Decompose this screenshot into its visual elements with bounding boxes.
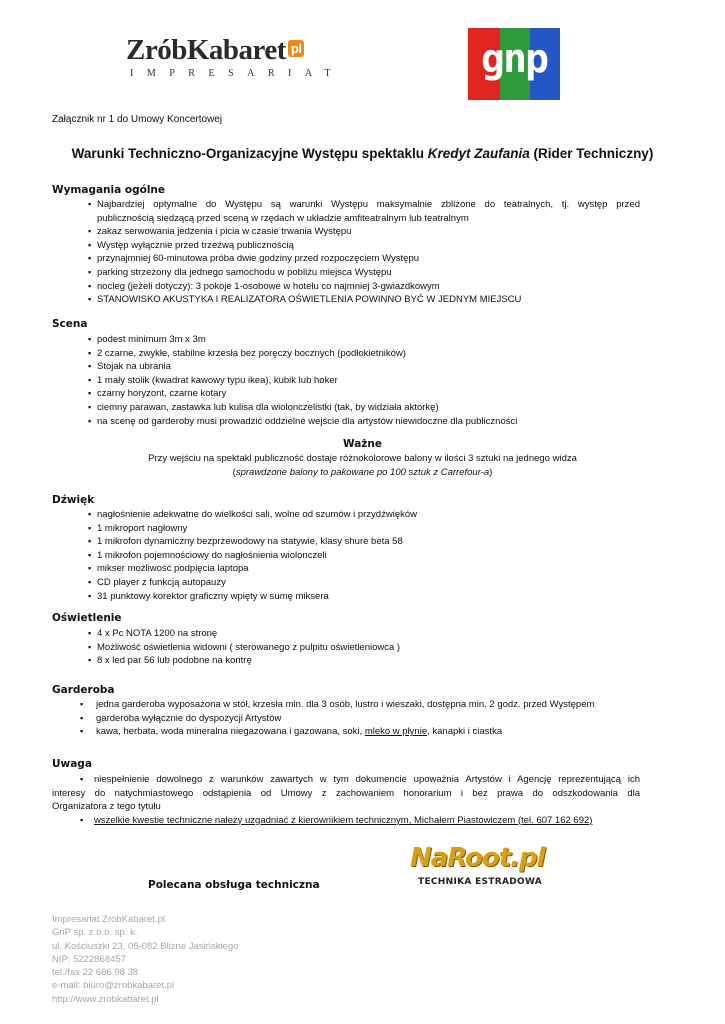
title-prefix: Warunki Techniczno-Organizacyjne Występu spektaklu: [71, 146, 428, 161]
logo-pl-badge: pl: [288, 40, 305, 57]
list-oswietlenie: [88, 627, 648, 668]
list-item: ▪ jedna garderoba wyposażona w stół, krzesła min. dla 3 osób, lustro i wieszaki, dostępna min. 2 godz. przed Występem: [80, 698, 650, 712]
list-item: ▪ kawa, herbata, woda mineralna niegazowana i gazowana, soki, mleko w płynie, kanapki i ciastka: [80, 725, 650, 739]
gnp-logo-text: gnp: [480, 36, 548, 82]
heading-garderoba: Garderoba: [52, 684, 115, 696]
footer-line: GnP sp. z o.o. sp. k.: [52, 927, 138, 939]
list-wymagania: [88, 198, 640, 307]
list-item: ▪ garderoba wyłącznie do dyspozycji Artystów: [80, 712, 650, 726]
footer-contact: [52, 913, 238, 1006]
heading-wymagania: Wymagania ogólne: [52, 184, 166, 196]
list-item: ▪ na scenę od garderoby musi prowadzić oddzielne wejście dla artystów niewidoczne dla publiczności: [88, 415, 648, 429]
naroot-logo-mark: NaRoot.pl: [410, 843, 545, 873]
list-dzwiek: [88, 508, 648, 603]
footer-line: e-mail: biuro@zrobkabaret.pl: [52, 980, 175, 992]
list-item: ▪ nocleg (jeżeli dotyczy): 3 pokoje 1-osobowe w hotelu co najmniej 3-gwiazdkowym: [88, 280, 640, 294]
list-item: ▪ 1 mały stolik (kwadrat kawowy typu ikea), kubik lub hoker: [88, 374, 648, 388]
footer-line: NIP: 5222868457: [52, 953, 126, 965]
list-item: ▪ nagłośnienie adekwatne do wielkości sali, wolne od szumów i przydźwięków: [88, 508, 648, 522]
zrobkabaret-logo: [126, 34, 345, 84]
footer-line: http://www.zrobkabaret.pl: [52, 993, 159, 1005]
title-suffix: (Rider Techniczny): [529, 146, 654, 161]
list-item: ▪ Stojak na ubrania: [88, 360, 648, 374]
list-item: ▪ przynajmniej 60-minutowa próba dwie godziny przed rozpoczęciem Występu: [88, 252, 640, 266]
list-item: ▪ zakaz serwowania jedzenia i picia w czasie trwania Występu: [88, 225, 640, 239]
list-item: ▪ CD player z funkcją autopauzy: [88, 576, 648, 590]
annex-label: Załącznik nr 1 do Umowy Koncertowej: [52, 114, 223, 125]
uwaga-block: [52, 773, 640, 827]
naroot-logo: [406, 843, 546, 889]
naroot-logo-subtitle: TECHNIKA ESTRADOWA: [418, 877, 543, 887]
footer-line: tel./fax 22 666 98 38: [52, 967, 139, 979]
list-item: ▪ mikser możliwość podpięcia laptopa: [88, 562, 648, 576]
list-item: ▪ 1 mikrofon pojemnościowy do nagłośnienia wiolonczeli: [88, 549, 648, 563]
heading-wazne: Ważne: [342, 438, 382, 450]
uwaga-line-4: ▪ wszelkie kwestie techniczne należy uzgadniać z kierownikiem technicznym, Michałem Piastowiczem (tel. 607 162 692): [80, 814, 593, 826]
bullet-icon: ▪: [80, 774, 84, 784]
logo-subtitle: IMPRESARIAT: [130, 68, 345, 79]
list-item: ▪ 31 punktowy korektor graficzny wpięty w sumę miksera: [88, 590, 648, 604]
list-item: ▪ Możliwość oświetlenia widowni ( sterowanego z pulpitu oświetleniowca ): [88, 641, 648, 655]
list-item: ▪ STANOWISKO AKUSTYKA I REALIZATORA OŚWIETLENIA POWINNO BYĆ W JEDNYM MIEJSCU: [88, 293, 640, 307]
footer-line: Impresariat ZróbKabaret.pl: [52, 914, 165, 925]
gnp-logo: [468, 28, 560, 100]
wazne-line-1: Przy wejściu na spektakl publiczność dostaje różnokolorowe balony w ilości 3 sztuki na jednego widza: [148, 453, 577, 464]
list-item: ▪ czarny horyzont, czarne kotary: [88, 387, 648, 401]
list-item: ▪ ciemny parawan, zastawka lub kulisa dla wiolonczelistki (tak, by widziała aktorkę): [88, 401, 648, 415]
heading-uwaga: Uwaga: [52, 758, 92, 770]
bullet-icon: ▪: [80, 814, 84, 825]
list-item: ▪ parking strzeżony dla jednego samochodu w pobliżu miejsca Występu: [88, 266, 640, 280]
list-item: ▪ 4 x Pc NOTA 1200 na stronę: [88, 627, 648, 641]
title-spectacle: Kredyt Zaufania: [427, 146, 530, 161]
heading-scena: Scena: [52, 318, 88, 330]
list-item: ▪ 8 x led par 56 lub podobne na kontrę: [88, 654, 648, 668]
heading-oswietlenie: Oświetlenie: [52, 612, 122, 624]
wazne-line-2: (sprawdzone balony to pakowane po 100 sztuk z Carrefour-a): [232, 466, 493, 478]
footer-line: ul. Kościuszki 23, 05-082 Blizne Jasińskiego: [52, 940, 239, 952]
list-item: ▪ 1 mikroport nagłowny: [88, 522, 648, 536]
page-title: [0, 146, 725, 161]
uwaga-line-3: Organizatora z tego tytułu: [52, 801, 161, 813]
heading-dzwiek: Dźwięk: [52, 494, 95, 506]
wazne-note: [0, 452, 725, 479]
list-item-continuation: publicznością siedzącą przed sceną w rzędach w układzie amfiteatralnym lub teatralnym: [97, 212, 469, 224]
underlined-milk: mleko w płynie: [364, 726, 428, 738]
list-garderoba: [80, 698, 650, 739]
list-item: ▪ Najbardziej optymalne do Występu są warunki Występu maksymalnie zbliżone do teatralnych, tj. występ przed: [88, 198, 640, 212]
list-item: ▪ 2 czarne, zwykłe, stabilne krzesła bez poręczy bocznych (podłokietników): [88, 347, 648, 361]
logo-wordmark: ZróbKabaret: [126, 34, 286, 66]
list-item: ▪ podest minimum 3m x 3m: [88, 333, 648, 347]
list-item: ▪ 1 mikrofon dynamiczny bezprzewodowy na statywie, klasy shure beta 58: [88, 535, 648, 549]
list-scena: [88, 333, 648, 428]
recommended-tech-heading: Polecana obsługa techniczna: [148, 879, 320, 891]
uwaga-line-2: interesy do natychmiastowego odstąpienia od Umowy z zachowaniem honorarium i bez prawa do odszkodowania dla: [52, 787, 640, 799]
uwaga-line-1: ▪ niespełnienie dowolnego z warunków zawartych w tym dokumencie upoważnia Artystów i Agencję reprezentującą ich: [80, 774, 640, 785]
list-item: ▪ Występ wyłącznie przed trzeźwą publicznością: [88, 239, 640, 253]
